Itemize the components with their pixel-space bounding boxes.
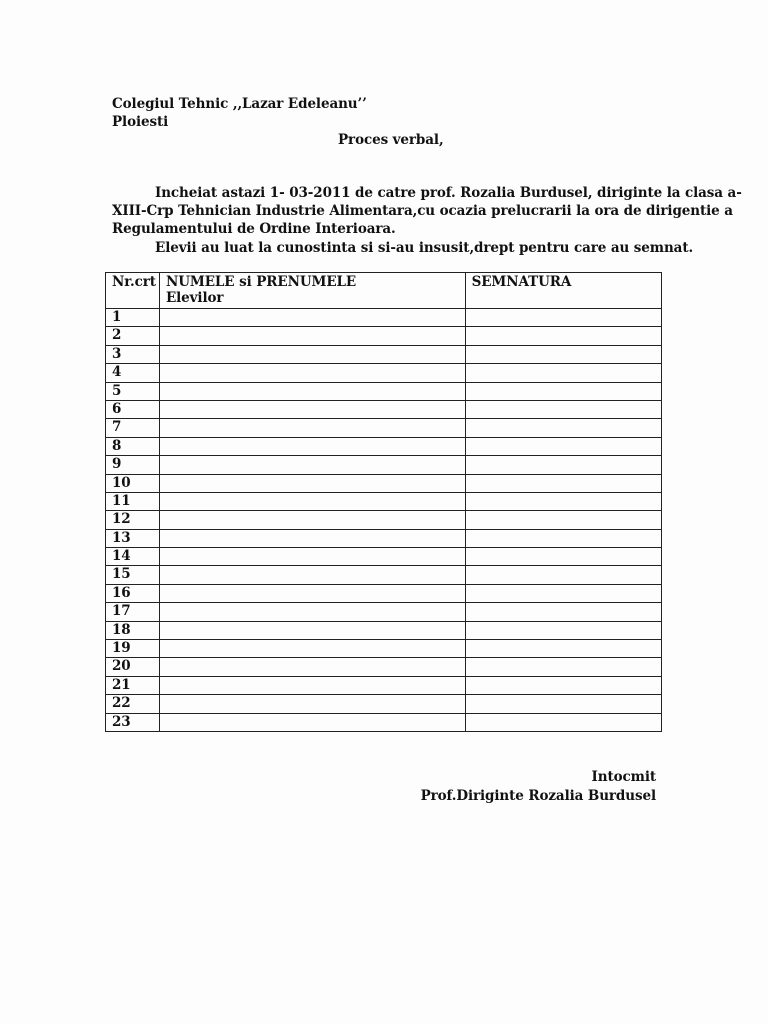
signature-cell[interactable] xyxy=(465,621,661,639)
signature-cell[interactable] xyxy=(465,566,661,584)
table-row xyxy=(106,603,662,621)
signature-cell[interactable] xyxy=(465,492,661,510)
header-signature: SEMNATURA xyxy=(465,273,661,309)
row-number: 12 xyxy=(106,511,160,529)
table-row xyxy=(106,584,662,602)
table-row xyxy=(106,456,662,474)
signature-cell[interactable] xyxy=(465,382,661,400)
name-cell[interactable] xyxy=(159,676,465,694)
intro-paragraph xyxy=(112,184,742,257)
paragraph-line-3: Regulamentului de Ordine Interioara. xyxy=(112,221,396,238)
signature-cell[interactable] xyxy=(465,658,661,676)
table-row xyxy=(106,437,662,455)
table-row xyxy=(106,345,662,363)
school-name: Colegiul Tehnic ,,Lazar Edeleanu’’ xyxy=(112,96,367,112)
name-cell[interactable] xyxy=(159,382,465,400)
footer-prepared-by: Intocmit xyxy=(591,769,656,785)
signature-cell[interactable] xyxy=(465,364,661,382)
name-cell[interactable] xyxy=(159,584,465,602)
table-header-row xyxy=(106,273,662,309)
signature-cell[interactable] xyxy=(465,400,661,418)
signature-cell[interactable] xyxy=(465,327,661,345)
row-number: 16 xyxy=(106,584,160,602)
document-title: Proces verbal, xyxy=(338,132,444,148)
table-row xyxy=(106,529,662,547)
row-number: 23 xyxy=(106,713,160,731)
row-number: 8 xyxy=(106,437,160,455)
row-number: 4 xyxy=(106,364,160,382)
table-row xyxy=(106,327,662,345)
name-cell[interactable] xyxy=(159,419,465,437)
row-number: 22 xyxy=(106,695,160,713)
row-number: 5 xyxy=(106,382,160,400)
name-cell[interactable] xyxy=(159,492,465,510)
signature-cell[interactable] xyxy=(465,345,661,363)
row-number: 1 xyxy=(106,309,160,327)
table-row xyxy=(106,566,662,584)
signature-cell[interactable] xyxy=(465,309,661,327)
table-row xyxy=(106,695,662,713)
name-cell[interactable] xyxy=(159,548,465,566)
paragraph-line-2: XIII-Crp Tehnician Industrie Alimentara,cu ocazia prelucrarii la ora de dirigentie a xyxy=(112,203,733,220)
signature-cell[interactable] xyxy=(465,695,661,713)
paragraph-line-4: Elevii au luat la cunostinta si si-au insusit,drept pentru care au semnat. xyxy=(155,239,694,256)
row-number: 17 xyxy=(106,603,160,621)
signature-cell[interactable] xyxy=(465,713,661,731)
row-number: 6 xyxy=(106,400,160,418)
table-row xyxy=(106,382,662,400)
student-roster-table xyxy=(105,272,662,732)
table-row xyxy=(106,548,662,566)
table-row xyxy=(106,309,662,327)
table-body xyxy=(106,309,662,732)
row-number: 3 xyxy=(106,345,160,363)
row-number: 15 xyxy=(106,566,160,584)
name-cell[interactable] xyxy=(159,529,465,547)
row-number: 2 xyxy=(106,327,160,345)
header-name-line2: Elevilor xyxy=(165,290,224,306)
footer-signatory: Prof.Diriginte Rozalia Burdusel xyxy=(420,788,656,804)
name-cell[interactable] xyxy=(159,474,465,492)
table-row xyxy=(106,621,662,639)
row-number: 14 xyxy=(106,548,160,566)
name-cell[interactable] xyxy=(159,566,465,584)
name-cell[interactable] xyxy=(159,345,465,363)
row-number: 10 xyxy=(106,474,160,492)
header-name-line1: NUMELE si PRENUMELE xyxy=(165,274,357,290)
name-cell[interactable] xyxy=(159,621,465,639)
table-row xyxy=(106,419,662,437)
signature-cell[interactable] xyxy=(465,474,661,492)
name-cell[interactable] xyxy=(159,603,465,621)
name-cell[interactable] xyxy=(159,327,465,345)
table-row xyxy=(106,658,662,676)
signature-cell[interactable] xyxy=(465,603,661,621)
table-row xyxy=(106,640,662,658)
name-cell[interactable] xyxy=(159,456,465,474)
signature-cell[interactable] xyxy=(465,419,661,437)
name-cell[interactable] xyxy=(159,695,465,713)
signature-cell[interactable] xyxy=(465,676,661,694)
row-number: 19 xyxy=(106,640,160,658)
header-nr: Nr.crt xyxy=(106,273,160,309)
row-number: 11 xyxy=(106,492,160,510)
signature-cell[interactable] xyxy=(465,456,661,474)
table-row xyxy=(106,511,662,529)
signature-cell[interactable] xyxy=(465,640,661,658)
row-number: 9 xyxy=(106,456,160,474)
table-row xyxy=(106,492,662,510)
table-row xyxy=(106,474,662,492)
signature-cell[interactable] xyxy=(465,548,661,566)
signature-cell[interactable] xyxy=(465,529,661,547)
name-cell[interactable] xyxy=(159,511,465,529)
signature-cell[interactable] xyxy=(465,437,661,455)
paragraph-line-1: Incheiat astazi 1- 03-2011 de catre prof. Rozalia Burdusel, diriginte la clasa a- xyxy=(155,185,742,201)
table-row xyxy=(106,713,662,731)
name-cell[interactable] xyxy=(159,437,465,455)
row-number: 13 xyxy=(106,529,160,547)
name-cell[interactable] xyxy=(159,658,465,676)
header-name xyxy=(159,273,465,309)
row-number: 21 xyxy=(106,676,160,694)
row-number: 18 xyxy=(106,621,160,639)
name-cell[interactable] xyxy=(159,640,465,658)
signature-cell[interactable] xyxy=(465,584,661,602)
name-cell[interactable] xyxy=(159,309,465,327)
name-cell[interactable] xyxy=(159,713,465,731)
city-name: Ploiesti xyxy=(112,114,169,130)
name-cell[interactable] xyxy=(159,400,465,418)
signature-cell[interactable] xyxy=(465,511,661,529)
name-cell[interactable] xyxy=(159,364,465,382)
table-row xyxy=(106,676,662,694)
table-row xyxy=(106,400,662,418)
row-number: 20 xyxy=(106,658,160,676)
table-row xyxy=(106,364,662,382)
row-number: 7 xyxy=(106,419,160,437)
